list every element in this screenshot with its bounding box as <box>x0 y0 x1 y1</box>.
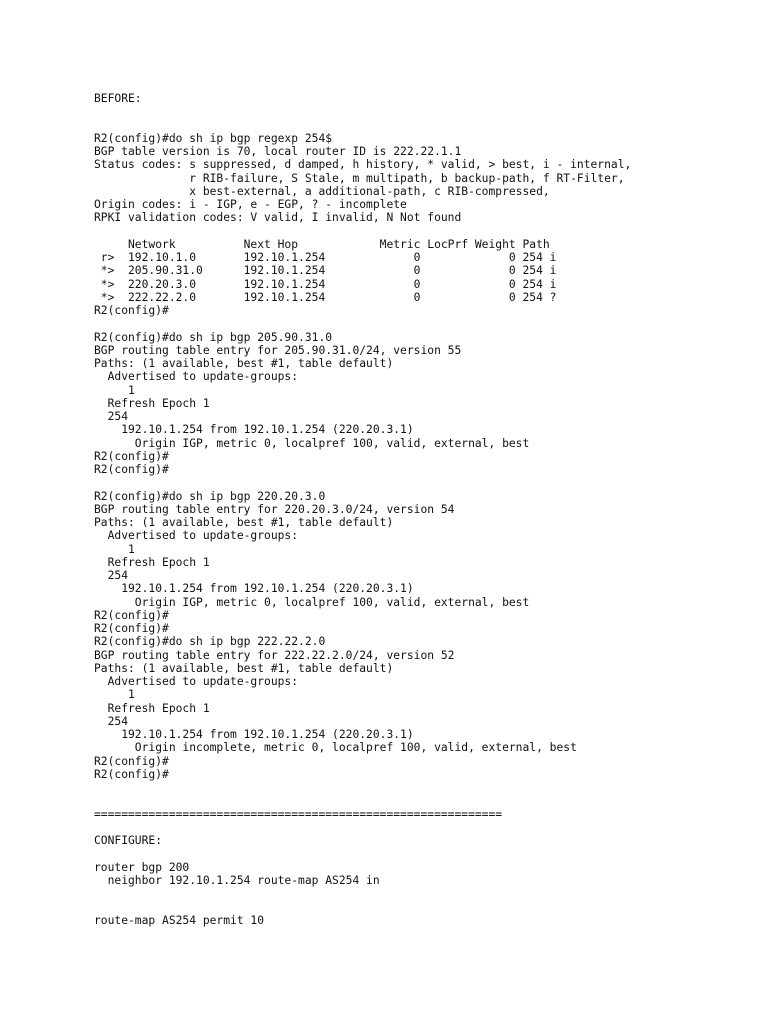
text-line: ============================================================ <box>94 807 503 821</box>
text-line <box>94 317 631 330</box>
text-line <box>94 794 631 807</box>
text-line: Paths: (1 available, best #1, table default) <box>94 357 394 370</box>
text-line: Paths: (1 available, best #1, table default) <box>94 661 394 675</box>
text-line: BGP routing table entry for 222.22.2.0/24, version 52 <box>94 648 455 662</box>
text-line: 254 <box>94 410 129 423</box>
text-line: r> 192.10.1.0 192.10.1.254 0 0 254 i <box>94 251 557 264</box>
text-line: R2(config)#do sh ip bgp 220.20.3.0 <box>94 489 326 503</box>
text-line: R2(config)#do sh ip bgp 222.22.2.0 <box>94 635 326 649</box>
text-line: CONFIGURE: <box>94 834 163 847</box>
text-line: *> 205.90.31.0 192.10.1.254 0 0 254 i <box>94 264 557 278</box>
text-line: *> 222.22.2.0 192.10.1.254 0 0 254 ? <box>94 290 557 304</box>
text-line: 254 <box>94 569 129 582</box>
text-line: Refresh Epoch 1 <box>94 396 210 410</box>
document-body <box>94 92 631 927</box>
text-line: 1 <box>94 542 135 556</box>
text-line: 1 <box>94 383 135 397</box>
text-line: R2(config)#do sh ip bgp 205.90.31.0 <box>94 330 333 344</box>
text-line: R2(config)#do sh ip bgp regexp 254$ <box>94 131 333 145</box>
text-line <box>94 847 631 860</box>
text-line: r RIB-failure, S Stale, m multipath, b backup-path, f RT-Filter, <box>94 171 625 185</box>
text-line: Origin incomplete, metric 0, localpref 100, valid, external, best <box>94 741 577 755</box>
text-line: Refresh Epoch 1 <box>94 555 210 569</box>
text-line: R2(config)# <box>94 622 169 635</box>
text-line: R2(config)# <box>94 449 169 463</box>
text-line: R2(config)# <box>94 767 169 781</box>
text-line: Origin IGP, metric 0, localpref 100, valid, external, best <box>94 436 530 450</box>
text-line <box>94 821 631 834</box>
text-line: R2(config)# <box>94 304 169 317</box>
text-line: route-map AS254 permit 10 <box>94 913 265 927</box>
text-line <box>94 105 631 118</box>
text-line: 192.10.1.254 from 192.10.1.254 (220.20.3.1) <box>94 728 414 741</box>
text-line: 1 <box>94 688 135 702</box>
text-line <box>94 119 631 132</box>
text-line: R2(config)# <box>94 608 169 622</box>
text-line: x best-external, a additional-path, c RIB-compressed, <box>94 184 550 198</box>
text-line: Origin codes: i - IGP, e - EGP, ? - incomplete <box>94 198 407 211</box>
text-line <box>94 781 631 794</box>
text-line: Refresh Epoch 1 <box>94 701 210 715</box>
text-line: router bgp 200 <box>94 860 190 874</box>
text-line: Advertised to update-groups: <box>94 370 299 384</box>
text-line: 254 <box>94 714 129 728</box>
text-line: *> 220.20.3.0 192.10.1.254 0 0 254 i <box>94 277 557 291</box>
text-line: R2(config)# <box>94 463 169 476</box>
text-line: Origin IGP, metric 0, localpref 100, valid, external, best <box>94 595 530 609</box>
text-line: Status codes: s suppressed, d damped, h history, * valid, > best, i - internal, <box>94 158 632 172</box>
text-line: RPKI validation codes: V valid, I invalid, N Not found <box>94 211 462 225</box>
text-line: Network Next Hop Metric LocPrf Weight Path <box>94 237 550 251</box>
text-line: 192.10.1.254 from 192.10.1.254 (220.20.3.1) <box>94 582 414 596</box>
text-line: neighbor 192.10.1.254 route-map AS254 in <box>94 873 380 887</box>
text-line: Paths: (1 available, best #1, table default) <box>94 516 394 529</box>
text-line: BGP routing table entry for 205.90.31.0/24, version 55 <box>94 343 462 357</box>
text-line: Advertised to update-groups: <box>94 529 299 543</box>
text-line: R2(config)# <box>94 754 169 768</box>
text-line: BEFORE: <box>94 92 142 105</box>
text-line <box>94 476 631 489</box>
text-line: BGP table version is 70, local router ID is 222.22.1.1 <box>94 145 462 158</box>
text-line: Advertised to update-groups: <box>94 675 299 688</box>
text-line: 192.10.1.254 from 192.10.1.254 (220.20.3.1) <box>94 423 414 437</box>
text-line <box>94 225 631 238</box>
text-line: BGP routing table entry for 220.20.3.0/24, version 54 <box>94 502 455 516</box>
text-line <box>94 887 631 900</box>
text-line <box>94 900 631 913</box>
